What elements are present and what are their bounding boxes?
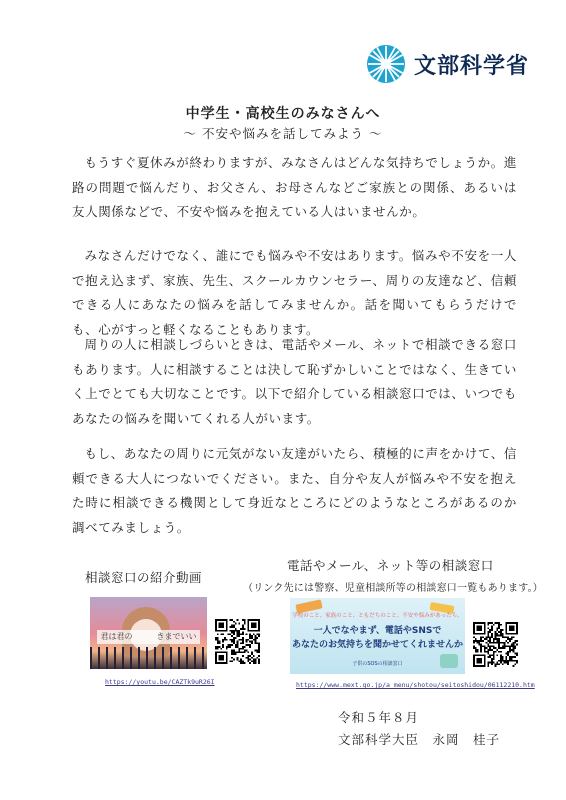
banner-line-2: あなたのお気持ちを聞かせてくれませんか bbox=[291, 640, 463, 650]
ministry-logo bbox=[366, 40, 529, 88]
page-subtitle: ～ 不安や悩みを話してみよう ～ bbox=[183, 126, 383, 141]
consult-heading: 電話やメール、ネット等の相談窓口 bbox=[287, 558, 494, 573]
consult-note: （リンク先には警察、児童相談所等の相談窓口一覧もあります。） bbox=[243, 583, 543, 594]
consult-link[interactable]: https://www.mext.go.jp/a_menu/shotou/seitoshidou/06112210.htm bbox=[296, 681, 535, 689]
logo-text: 文部科学省 bbox=[414, 53, 530, 79]
banner-footer: 子供のSOSの相談窓口 bbox=[352, 661, 403, 667]
video-link[interactable]: https://youtu.be/CAZTk9uR26I bbox=[105, 678, 215, 686]
illustration-fence bbox=[90, 647, 207, 669]
signer-name: 文部科学大臣 永岡 桂子 bbox=[338, 732, 501, 747]
mext-emblem-icon bbox=[366, 44, 406, 84]
paragraph-friends: もし、あなたの周りに元気がない友達がいたら、積極的に声をかけて、信頼できる大人につないでください。また、自分や友人が悩みや不安を抱えた時に相談できる機関として身近なところにどのようなところがあるのか調べてみましょう。 bbox=[72, 446, 517, 535]
video-thumbnail[interactable] bbox=[90, 597, 207, 669]
paragraph-everyone: みなさんだけでなく、誰にでも悩みや不安はあります。悩みや不安を一人で抱え込まず、家族、先生、スクールカウンセラー、周りの友達など、信頼できる人にあなたの悩みを話してみませんか。話を聞いてもらうだけでも、心がすっと軽くなることもあります。 bbox=[72, 248, 517, 337]
video-heading: 相談窓口の紹介動画 bbox=[85, 570, 203, 585]
video-qr-code-icon bbox=[215, 619, 260, 664]
consult-banner[interactable] bbox=[290, 598, 465, 674]
issue-date: 令和５年８月 bbox=[338, 710, 420, 725]
paragraph-consult: 周りの人に相談しづらいときは、電話やメール、ネットで相談できる窓口もあります。人に相談することは決して恥ずかしいことではなく、生きていく上でとても大切なことです。以下で紹介している相談窓口では、いつでもあなたの悩みを聞いてくれる人がいます。 bbox=[72, 337, 517, 426]
video-thumbnail-caption: 君は君の きまでいい bbox=[97, 630, 200, 644]
banner-top-text: 学校のこと、家族のこと、ともだちのこと、不安や悩みがあったら、 bbox=[292, 613, 463, 619]
consult-qr-code-icon bbox=[473, 622, 518, 667]
banner-line-1: 一人でなやまず、電話やSNSで bbox=[313, 626, 442, 636]
page-title: 中学生・高校生のみなさんへ bbox=[185, 106, 381, 122]
paragraph-intro: もうすぐ夏休みが終わりますが、みなさんはどんな気持ちでしょうか。進路の問題で悩んだり、お父さん、お母さんなどご家族との関係、あるいは友人関係などで、不安や悩みを抱えている人はいませんか。 bbox=[72, 155, 517, 219]
